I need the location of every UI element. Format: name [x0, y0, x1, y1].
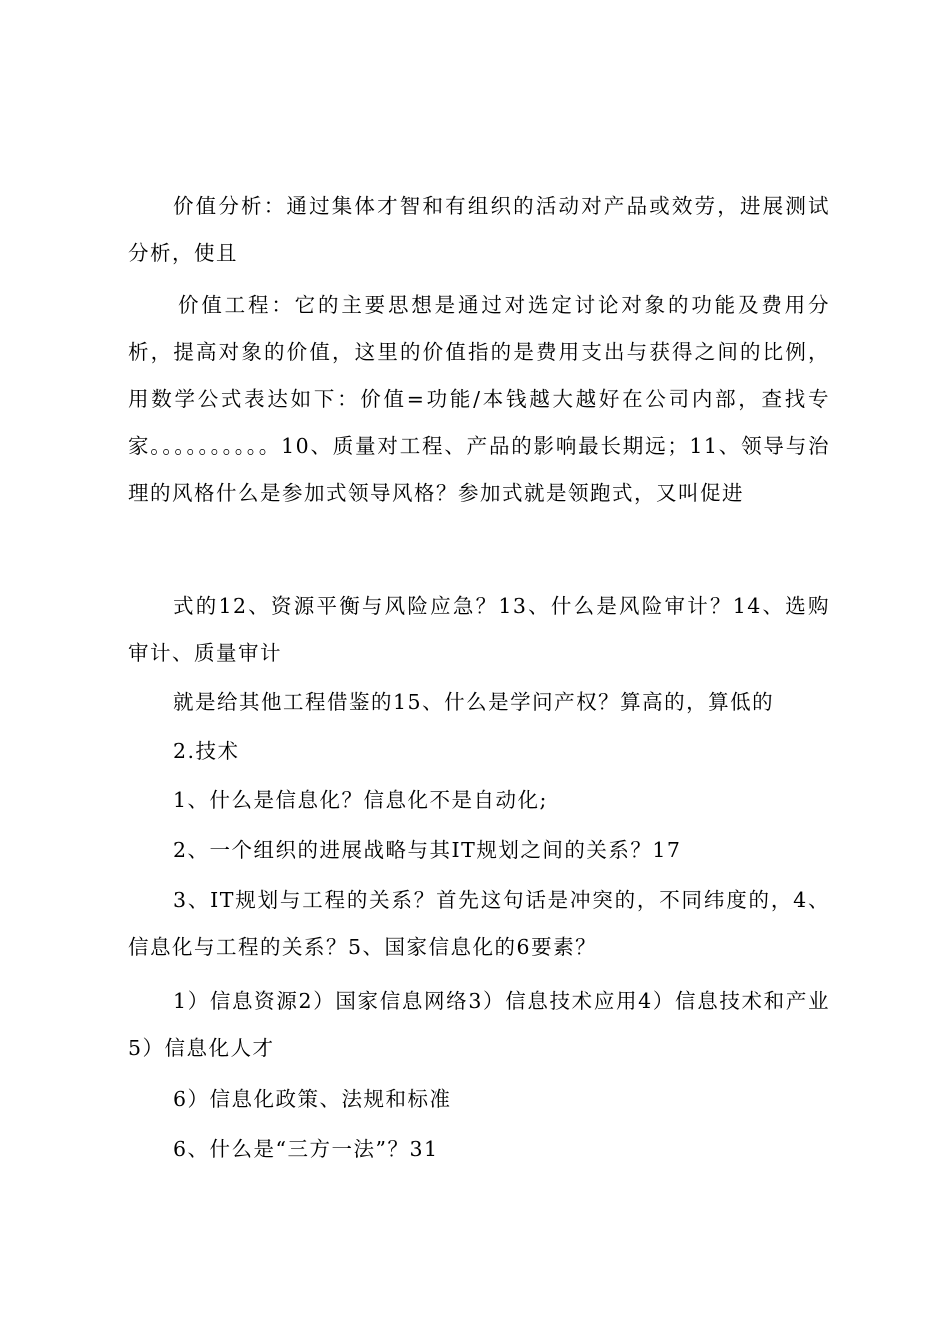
paragraph-value-analysis: 价值分析：通过集体才智和有组织的活动对产品或效劳，进展测试分析，使且 — [128, 194, 830, 265]
paragraph-element-6: 6）信息化政策、法规和标准 — [173, 1087, 452, 1111]
paragraph-item-2: 2、一个组织的进展战略与其IT规划之间的关系？17 — [173, 838, 682, 862]
paragraph-six-elements: 1）信息资源2）国家信息网络3）信息技术应用4）信息技术和产业5）信息化人才 — [128, 989, 830, 1060]
paragraph-item-6: 6、什么是“三方一法”？31 — [173, 1137, 439, 1161]
paragraph-resource-balance: 式的12、资源平衡与风险应急？13、什么是风险审计？14、选购审计、质量审计 — [128, 594, 830, 665]
paragraph-value-engineering: 价值工程：它的主要思想是通过对选定讨论对象的功能及费用分析，提高对象的价值，这里的价值指的是费用支出与获得之间的比例，用数学公式表达如下：价值=功能/本钱越大越好在公司内部，查找专家。。。。。。。。。。10、质量对工程、产品的影响最长期远；11、领导与治理的风格什么是参加式领导风格？参加式就是领跑式，又叫促进 — [128, 293, 830, 505]
paragraph-item-3: 3、IT规划与工程的关系？首先这句话是冲突的，不同纬度的，4、信息化与工程的关系？5、国家信息化的6要素？ — [128, 888, 830, 959]
paragraph-reference: 就是给其他工程借鉴的15、什么是学问产权？算高的，算低的 — [173, 690, 775, 714]
paragraph-item-1: 1、什么是信息化？信息化不是自动化; — [173, 788, 548, 812]
section-heading-technology: 2.技术 — [173, 739, 240, 763]
